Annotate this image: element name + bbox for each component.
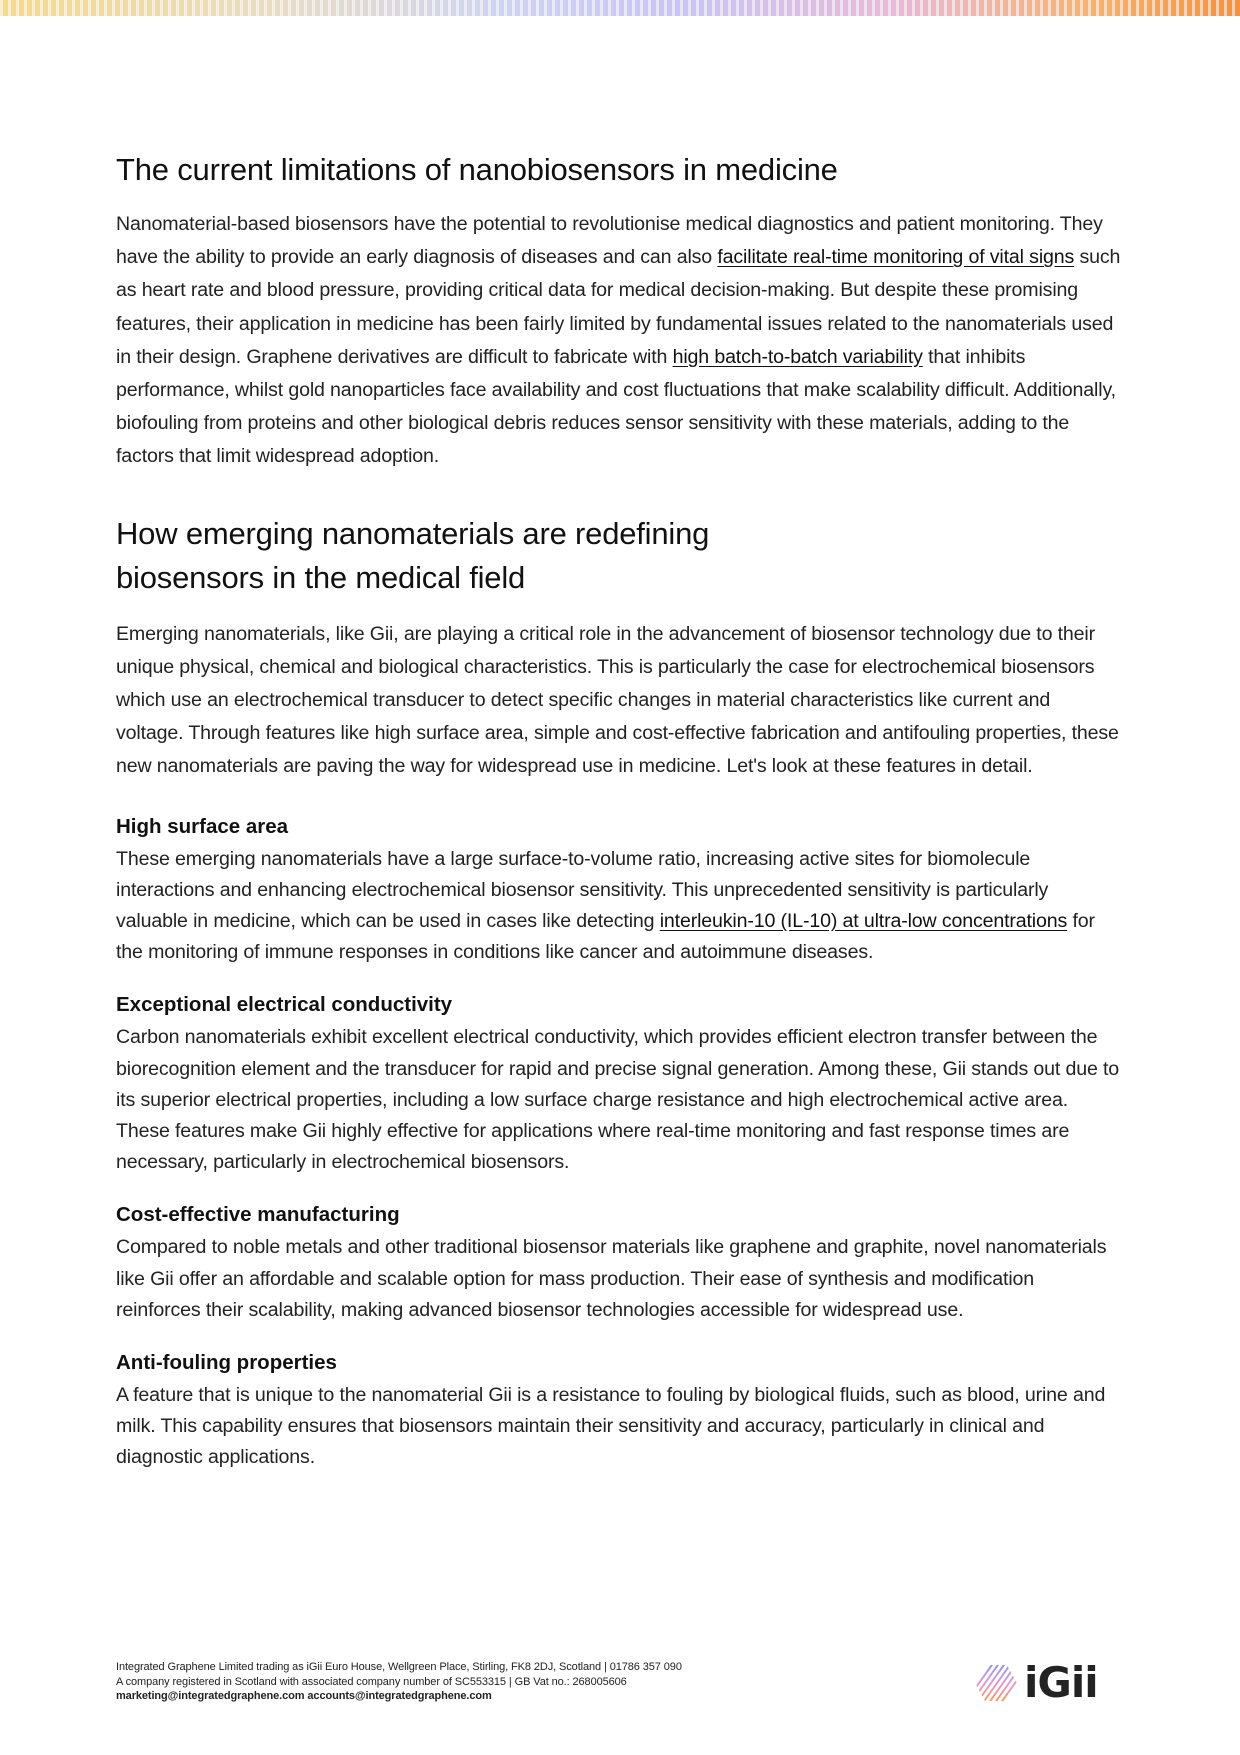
subheading-electrical-conductivity: Exceptional electrical conductivity xyxy=(116,993,453,1017)
limitations-text-a: Nanomaterial-based biosensors have the potential to revolutionise medical diagnostics and patient monitoring. They have the ability to provide an early diagnosis of diseases and can also xyxy=(116,213,1103,269)
subheading-anti-fouling: Anti-fouling properties xyxy=(116,1351,337,1375)
anti-fouling-paragraph: A feature that is unique to the nanomaterial Gii is a resistance to fouling by biological fluids, such as blood, urine and milk. This capability ensures that biosensors maintain their sensitivity and accuracy, particularly in clinical and diagnostic applications. xyxy=(116,1384,1106,1469)
limitations-paragraph xyxy=(116,208,1122,474)
limitations-text-c: that inhibits performance, whilst gold nanoparticles face availability and cost fluctuations that make scalability difficult. Additionally, biofouling from proteins and other biological debris reduces sensor sensitivity with these materials, adding to the factors that limit widespread adoption. xyxy=(116,345,1116,468)
electrical-conductivity-paragraph: Carbon nanomaterials exhibit excellent electrical conductivity, which provides efficient electron transfer between the biorecognition element and the transducer for rapid and precise signal generation. Among these, Gii stands out due to its superior electrical properties, including a low surface charge resistance and high electrochemical active area. These features make Gii highly effective for applications where real-time monitoring and fast response times are necessary, particularly in electrochemical biosensors. xyxy=(116,1026,1120,1174)
subheading-high-surface-area: High surface area xyxy=(116,814,289,838)
footer-address: Integrated Graphene Limited trading as iGii Euro House, Wellgreen Place, Stirling, FK8 2DJ, Scotland | 01786 357 090 xyxy=(116,1661,682,1673)
logo-wordmark: iGii xyxy=(1024,1658,1098,1707)
high-surface-area-paragraph xyxy=(116,844,1122,969)
link-interleukin-10[interactable]: interleukin-10 (IL-10) at ultra-low concentrations xyxy=(659,910,1068,933)
article-content xyxy=(116,148,1122,1474)
decorative-gradient-stripe xyxy=(0,0,1240,16)
subheading-cost-effective-manufacturing: Cost-effective manufacturing xyxy=(116,1203,400,1227)
igii-logo xyxy=(974,1660,1124,1706)
high-surface-area-text-a: These emerging nanomaterials have a large surface-to-volume ratio, increasing active sites for biomolecule interactions and enhancing electrochemical biosensor sensitivity. This unprecedented sensitivity is particularly valuable in medicine, which can be used in cases like detecting xyxy=(116,847,1049,933)
limitations-text-b: such as heart rate and blood pressure, providing critical data for medical decision-making. But despite these promising features, their application in medicine has been fairly limited by fundamental issues related to the nanomaterials used in their design. Graphene derivatives are difficult to fabricate with xyxy=(116,246,1121,368)
footer-registration: A company registered in Scotland with associated company number of SC553315 | GB Vat no.: 268005606 xyxy=(116,1675,627,1688)
section-title-limitations: The current limitations of nanobiosensors in medicine xyxy=(116,152,838,187)
footer-emails: marketing@integratedgraphene.com accounts@integratedgraphene.com xyxy=(116,1690,492,1702)
logo-hexagon-mark-icon xyxy=(974,1664,1018,1702)
page-footer xyxy=(116,1660,816,1704)
section-title-emerging-nanomaterials: How emerging nanomaterials are redefining biosensors in the medical field xyxy=(116,515,710,595)
link-real-time-monitoring[interactable]: facilitate real-time monitoring of vital signs xyxy=(717,246,1075,269)
cost-effective-manufacturing-paragraph: Compared to noble metals and other traditional biosensor materials like graphene and graphite, novel nanomaterials like Gii offer an affordable and scalable option for mass production. Their ease of synthesis and modification reinforces their scalability, making advanced biosensor technologies accessible for widespread use. xyxy=(116,1236,1107,1321)
emerging-intro-paragraph: Emerging nanomaterials, like Gii, are playing a critical role in the advancement of biosensor technology due to their unique physical, chemical and biological characteristics. This is particularly the case for electrochemical biosensors which use an electrochemical transducer to detect specific changes in material characteristics like current and voltage. Through features like high surface area, simple and cost-effective fabrication and antifouling properties, these new nanomaterials are paving the way for widespread use in medicine. Let's look at these features in detail. xyxy=(116,622,1119,778)
link-batch-variability[interactable]: high batch-to-batch variability xyxy=(672,345,923,368)
high-surface-area-text-b: for the monitoring of immune responses in conditions like cancer and autoimmune diseases. xyxy=(116,910,1095,964)
